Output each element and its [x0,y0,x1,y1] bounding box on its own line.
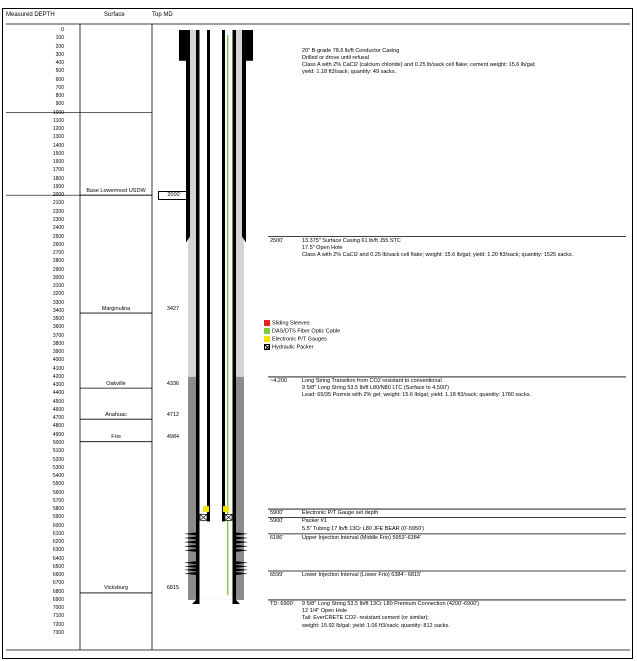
annotation-depth-label: 6186' [270,534,284,541]
annotation-depth-label: TD: 6900' [270,600,294,607]
formation-name: Anahuac [105,411,127,418]
depth-tick-label: 2900 [52,266,64,273]
annotation-text: 12 1/4" Open Hole [302,608,348,615]
depth-tick-label: 500 [55,68,64,75]
electronic-gauge-right [223,506,229,512]
formation-name: Base Lowermost USDW [86,187,146,194]
depth-tick-label: 2300 [52,216,64,223]
formation-top-md: 4984 [166,434,180,441]
header-top-md: Top MD [152,12,173,18]
annotation-text: Electronic P/T Gauge set depth [302,510,379,517]
annotation-text: 17.5" Open Hole [302,244,343,251]
depth-tick-label: 300 [55,51,64,58]
depth-tick-label: 2100 [52,200,64,207]
depth-tick-label: 3400 [52,307,64,314]
formation-name: Frio [111,434,121,441]
depth-tick-label: 2500 [52,233,64,240]
formation-name: Vicksburg [103,585,129,592]
depth-tick-label: 3900 [52,349,64,356]
depth-tick-label: 1700 [52,167,64,174]
annotation-text: Packer #1 [302,518,327,525]
depth-tick-label: 100 [55,35,64,42]
depth-tick-label: 6700 [52,580,64,587]
depth-tick-label: 1000 [52,109,64,116]
depth-tick-label: 4300 [52,382,64,389]
depth-tick-label: 200 [55,43,64,50]
annotation-depth-label: 5900' [270,510,284,517]
legend-label: Sliding Sleeves [272,320,310,327]
depth-tick-label: 5800 [52,506,64,513]
depth-tick-label: 5200 [52,456,64,463]
depth-tick-label: 3300 [52,299,64,306]
annotation-text: 20" B-grade 78.6 lb/ft Conductor Casing [302,47,400,54]
depth-tick-label: 6500 [52,563,64,570]
annotation-text: Drilled or drove until refusal [302,54,369,61]
depth-tick-label: 3000 [52,274,64,281]
formation-top-md: 2000' [158,191,190,200]
depth-tick-label: 1300 [52,134,64,141]
conductor-casing-right [246,30,253,61]
depth-tick-label: 3700 [52,332,64,339]
depth-tick-label: 4600 [52,406,64,413]
depth-tick-label: 400 [55,60,64,67]
annotation-text: Upper Injection Interval (Middle Frio) 5953'-6384' [302,534,421,541]
formation-top-md: 4712 [166,411,180,418]
depth-tick-label: 2600 [52,241,64,248]
annotation-text: Long String Transition from CO2 resistant to conventional [302,377,442,384]
annotation-depth-label: 6599' [270,572,284,579]
header-surface: Surface [104,12,125,18]
annotation-depth-label: 2500' [270,237,284,244]
depth-tick-label: 2200 [52,208,64,215]
depth-tick-label: 6200 [52,539,64,546]
surface-casing-right [242,30,246,243]
depth-tick-label: 5300 [52,464,64,471]
depth-tick-label: 7200 [52,621,64,628]
conductor-casing-left [179,30,186,61]
depth-tick-label: 5900 [52,514,64,521]
formation-name: Oakville [106,380,126,387]
annotation-text: Tail: EverCRETE CO2- resistant cement (or similar); [302,615,429,622]
annotation-text: 9 5/8" Long String 53.5 lb/ft 13Cr L80 Premium Connection (4200'-6900') [302,600,480,607]
depth-tick-label: 3100 [52,283,64,290]
depth-tick-label: 1800 [52,175,64,182]
legend-label: DAS/DTS Fiber Optic Cable [272,328,341,335]
depth-tick-label: 1900 [52,183,64,190]
surface-casing-left [186,30,190,243]
depth-tick-label: 5400 [52,473,64,480]
annotation-text: Class A with 2% CaCl2 and 0.25 lb/sack cell flake; weight: 15.6 lb/gal; yield: 1.20 ft3/sack; quantity: 1525 sacks. [302,251,574,258]
depth-tick-label: 5500 [52,481,64,488]
tubing-left [207,30,210,521]
annotation-text: Class A with 2% CaCl2 (calcium chloride) and 0.25 lb/sack cell flake; cement weight: 15.6 lb/gal; [302,62,536,69]
depth-tick-label: 5100 [52,448,64,455]
annotation-depth-label: ~4,200 [270,377,287,384]
header-measured-depth: Measured DEPTH [6,12,55,18]
depth-tick-label: 4500 [52,398,64,405]
formation-top-md: 6815 [166,585,180,592]
depth-tick-label: 7100 [52,613,64,620]
depth-tick-label: 2800 [52,258,64,265]
depth-tick-label: 3500 [52,316,64,323]
depth-tick-label: 6600 [52,572,64,579]
depth-tick-label: 5000 [52,440,64,446]
depth-tick-label: 800 [55,93,64,100]
annotation-text: Lead: 65/35 Pozmix with 2% gel; weight: 15.6 lb/gal; yield: 1.18 ft3/sack; quantity: 1780 sacks. [302,392,531,399]
depth-tick-label: 1500 [52,150,64,157]
depth-tick-label: 1100 [53,117,64,124]
depth-tick-label: 1200 [52,126,64,133]
depth-tick-label: 900 [55,101,64,108]
depth-tick-label: 6400 [52,555,64,562]
legend-label: Hydraulic Packer [272,344,314,351]
formation-name: Marginulina [101,305,131,312]
long-string-shoe-left [192,600,200,604]
annotation-text: weight: 15.92 lb/gal; yield: 1.06 ft3/sack; quantity: 812 sacks. [302,622,450,629]
depth-tick-label: 5600 [52,489,64,496]
annotation-text: 5.5" Tubing 17 lb/ft 13Cr L80 JFE BEAR (0'-5950') [302,525,425,532]
annotation-text: 9 5/8" Long String 53.5 lb/ft L80/N80 LTC (Surface to 4,500') [302,385,449,392]
depth-tick-label: 6000 [52,522,64,529]
depth-tick-label: 4800 [52,423,64,430]
depth-tick-label: 3800 [52,340,64,347]
depth-tick-label: 6800 [52,588,64,595]
depth-tick-label: 6900 [52,596,64,603]
depth-tick-label: 600 [55,76,64,83]
annotation-text: 13.375" Surface Casing 61 lb/ft J55 STC [302,237,401,244]
depth-tick-label: 2700 [52,250,64,257]
depth-tick-label: 4200 [52,373,64,380]
depth-tick-label: 3200 [52,291,64,298]
depth-tick-label: 6100 [52,530,64,537]
depth-tick-label: 700 [55,84,64,91]
formation-top-md: 3427 [166,305,180,312]
formation-top-md: 4336 [166,380,180,387]
depth-tick-label: 2000 [52,192,64,199]
depth-tick-label: 1600 [52,159,64,166]
depth-tick-label: 4700 [52,415,64,422]
depth-tick-label: 5700 [52,497,64,504]
depth-tick-label: 4000 [52,357,64,364]
depth-tick-label: 7000 [52,605,64,612]
long-string-shoe-right [233,600,241,604]
annotation-depth-label: 5900' [270,518,284,525]
long-string-casing-left [196,30,200,600]
legend-label: Electronic P/T Gauges [272,336,327,343]
electronic-gauge-left [203,506,209,512]
depth-tick-label: 6300 [52,547,64,554]
annotation-text: Lower Injection Interval (Lower Frio) 6384'- 6815' [302,572,422,579]
long-string-casing-right [233,30,237,600]
depth-tick-label: 1400 [52,142,64,149]
depth-tick-label: 4400 [52,390,64,397]
annotation-text: yield: 1.18 ft3/sack; quantity: 49 sacks. [302,69,397,76]
depth-tick-label: 2400 [52,225,64,232]
tubing-right [222,30,225,521]
depth-tick-label: 4100 [52,365,64,372]
depth-tick-label: 0 [61,27,64,33]
depth-tick-label: 7300 [52,629,64,636]
depth-tick-label: 4900 [52,431,64,438]
depth-tick-label: 3600 [52,324,64,331]
